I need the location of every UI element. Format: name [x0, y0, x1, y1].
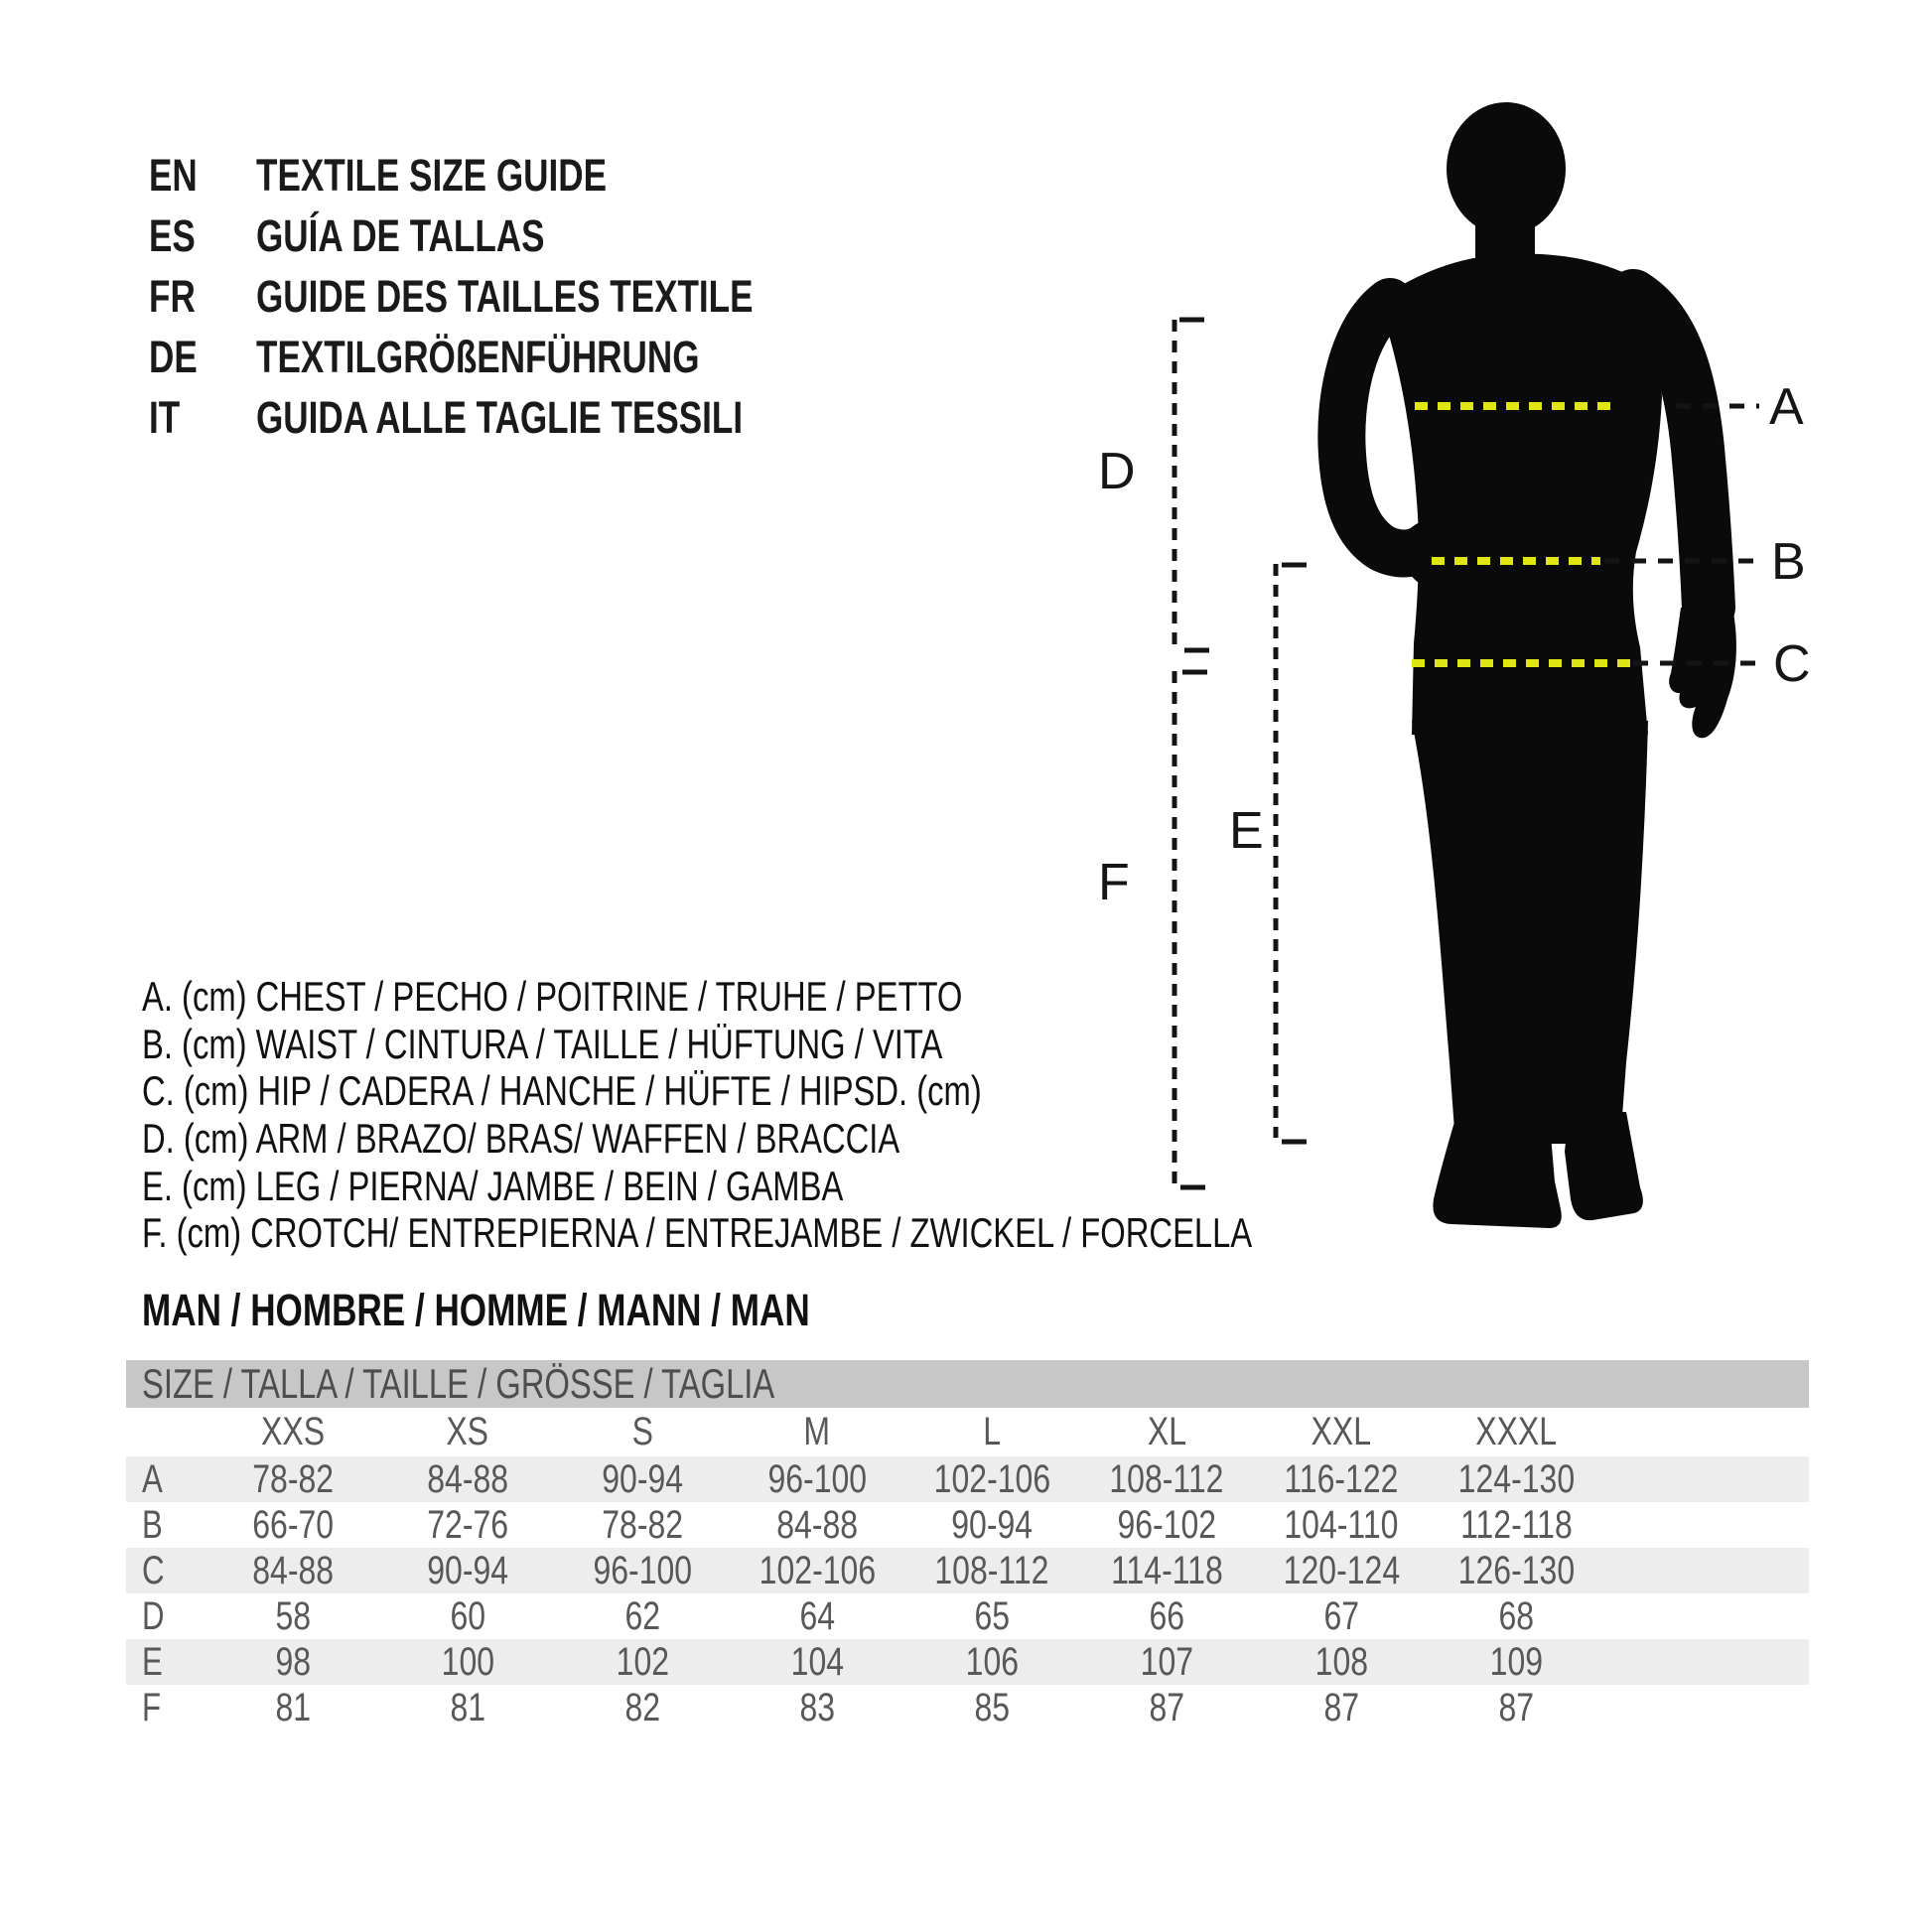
- size-value-text: 116-122: [1284, 1456, 1399, 1501]
- size-value-text: 108-112: [1109, 1456, 1224, 1501]
- table-row: [126, 1502, 1809, 1548]
- language-row: [149, 206, 894, 266]
- size-value-cell: [1429, 1686, 1603, 1730]
- size-value-cell: [904, 1686, 1079, 1730]
- size-column-header-text: XS: [446, 1410, 489, 1453]
- language-row: [149, 266, 894, 327]
- language-title: [256, 210, 625, 262]
- size-value-text: 66: [1149, 1593, 1184, 1638]
- row-measure-label: [126, 1686, 206, 1730]
- language-row: [149, 327, 894, 387]
- size-value-text: 96-100: [767, 1456, 867, 1501]
- size-column-header-text: XXL: [1311, 1410, 1372, 1453]
- language-title: [256, 332, 824, 383]
- size-value-text: 62: [624, 1593, 660, 1638]
- size-value-cell: [1429, 1594, 1603, 1639]
- gender-title: [142, 1285, 998, 1336]
- size-value-cell: [1254, 1503, 1429, 1548]
- language-code-text: ES: [149, 209, 196, 261]
- size-value-text: 78-82: [602, 1502, 683, 1547]
- size-value-cell: [555, 1503, 730, 1548]
- row-measure-label: [126, 1503, 206, 1548]
- size-column-header-text: M: [803, 1410, 831, 1453]
- silhouette-head: [1447, 102, 1566, 235]
- legend-line: [142, 1115, 1566, 1163]
- language-code: [149, 392, 256, 444]
- size-value-text: 65: [974, 1593, 1010, 1638]
- language-code: [149, 210, 256, 262]
- size-column-header: [1429, 1410, 1603, 1454]
- language-title-text: GUIDA ALLE TAGLIE TESSILI: [256, 391, 744, 443]
- size-column-header: [206, 1410, 380, 1454]
- size-value-text: 66-70: [252, 1502, 334, 1547]
- language-row: [149, 387, 894, 448]
- size-value-text: 78-82: [252, 1456, 334, 1501]
- size-value-cell: [904, 1640, 1079, 1685]
- size-column-header: [1254, 1410, 1429, 1454]
- size-value-text: 83: [799, 1685, 835, 1729]
- language-code-text: EN: [149, 149, 198, 201]
- size-value-text: 112-118: [1459, 1502, 1573, 1547]
- size-value-cell: [1254, 1457, 1429, 1502]
- size-value-cell: [730, 1457, 904, 1502]
- legend-line-text: A. (cm) CHEST / PECHO / POITRINE / TRUHE / PETTO: [142, 972, 963, 1020]
- size-value-text: 87: [1149, 1685, 1184, 1729]
- table-row: [126, 1685, 1809, 1730]
- size-value-cell: [555, 1686, 730, 1730]
- size-column-header: [730, 1410, 904, 1454]
- size-value-text: 87: [1498, 1685, 1534, 1729]
- size-value-text: 106: [965, 1639, 1019, 1684]
- legend-line: [142, 1021, 1566, 1068]
- marker-label-f: F: [1098, 854, 1130, 911]
- language-title-list: [149, 145, 894, 448]
- marker-label-b: B: [1771, 533, 1806, 591]
- size-value-text: 109: [1489, 1639, 1543, 1684]
- language-code: [149, 271, 256, 323]
- language-title-text: GUÍA DE TALLAS: [256, 209, 545, 261]
- size-value-text: 87: [1323, 1685, 1359, 1729]
- size-value-text: 98: [275, 1639, 311, 1684]
- measurement-legend: [142, 973, 1566, 1257]
- legend-line: [142, 1067, 1566, 1115]
- size-column-header: [1079, 1410, 1254, 1454]
- legend-line-text: F. (cm) CROTCH/ ENTREPIERNA / ENTREJAMBE / ZWICKEL / FORCELLA: [142, 1209, 1253, 1257]
- row-measure-label: [126, 1640, 206, 1685]
- size-column-header-text: L: [983, 1410, 1001, 1453]
- size-value-cell: [206, 1503, 380, 1548]
- size-value-cell: [1254, 1640, 1429, 1685]
- size-value-text: 104-110: [1284, 1502, 1399, 1547]
- size-value-cell: [555, 1640, 730, 1685]
- row-measure-label-text: B: [142, 1502, 163, 1547]
- size-value-cell: [555, 1549, 730, 1593]
- size-value-cell: [555, 1594, 730, 1639]
- size-value-cell: [555, 1457, 730, 1502]
- size-column-header-text: XXXL: [1475, 1410, 1557, 1453]
- row-measure-label: [126, 1457, 206, 1502]
- size-value-cell: [206, 1640, 380, 1685]
- language-title-text: GUIDE DES TAILLES TEXTILE: [256, 270, 754, 322]
- size-value-cell: [206, 1549, 380, 1593]
- size-value-cell: [904, 1503, 1079, 1548]
- size-value-cell: [206, 1457, 380, 1502]
- size-value-text: 81: [450, 1685, 485, 1729]
- table-size-header-row: [126, 1408, 1809, 1456]
- size-value-text: 90-94: [427, 1548, 508, 1592]
- size-value-text: 96-102: [1117, 1502, 1216, 1547]
- legend-line: [142, 1209, 1566, 1257]
- size-value-text: 108-112: [934, 1548, 1049, 1592]
- marker-label-e: E: [1229, 802, 1264, 860]
- legend-line: [142, 973, 1566, 1021]
- row-measure-label-text: D: [142, 1593, 165, 1638]
- size-column-header-text: XL: [1147, 1410, 1186, 1453]
- size-value-cell: [380, 1457, 555, 1502]
- row-measure-label: [126, 1549, 206, 1593]
- size-column-header: [555, 1410, 730, 1454]
- row-measure-label: [126, 1594, 206, 1639]
- size-value-cell: [730, 1503, 904, 1548]
- legend-line-text: B. (cm) WAIST / CINTURA / TAILLE / HÜFTUNG / VITA: [142, 1020, 943, 1067]
- size-table: [126, 1360, 1809, 1730]
- language-code-text: IT: [149, 391, 181, 443]
- size-value-cell: [730, 1594, 904, 1639]
- table-header-band-text: SIZE / TALLA / TAILLE / GRÖSSE / TAGLIA: [142, 1360, 775, 1407]
- size-value-text: 102: [616, 1639, 669, 1684]
- table-row: [126, 1456, 1809, 1502]
- language-title: [256, 271, 894, 323]
- table-row: [126, 1639, 1809, 1685]
- size-column-header-text: S: [631, 1410, 653, 1453]
- table-header-band: [126, 1360, 1809, 1408]
- size-value-text: 90-94: [951, 1502, 1033, 1547]
- size-value-cell: [1429, 1457, 1603, 1502]
- size-value-text: 126-130: [1457, 1548, 1575, 1592]
- size-value-cell: [1079, 1640, 1254, 1685]
- size-value-text: 67: [1323, 1593, 1359, 1638]
- silhouette-right-hand: [1669, 602, 1736, 738]
- table-row: [126, 1548, 1809, 1593]
- legend-line-text: E. (cm) LEG / PIERNA/ JAMBE / BEIN / GAMBA: [142, 1162, 844, 1209]
- language-row: [149, 145, 894, 206]
- language-code: [149, 150, 256, 202]
- size-value-cell: [380, 1549, 555, 1593]
- legend-line: [142, 1163, 1566, 1210]
- size-value-cell: [1079, 1457, 1254, 1502]
- size-value-text: 85: [974, 1685, 1010, 1729]
- language-code: [149, 332, 256, 383]
- size-value-text: 64: [799, 1593, 835, 1638]
- size-value-cell: [380, 1640, 555, 1685]
- size-value-text: 90-94: [602, 1456, 683, 1501]
- size-value-cell: [1079, 1594, 1254, 1639]
- size-value-cell: [1254, 1686, 1429, 1730]
- size-value-text: 84-88: [252, 1548, 334, 1592]
- size-value-cell: [1079, 1549, 1254, 1593]
- size-value-cell: [904, 1549, 1079, 1593]
- size-value-cell: [730, 1549, 904, 1593]
- row-measure-label-text: E: [142, 1639, 163, 1684]
- size-value-text: 60: [450, 1593, 485, 1638]
- language-title-text: TEXTILE SIZE GUIDE: [256, 149, 607, 201]
- size-value-text: 104: [790, 1639, 844, 1684]
- gender-title-text: MAN / HOMBRE / HOMME / MANN / MAN: [142, 1285, 810, 1335]
- size-value-cell: [1429, 1640, 1603, 1685]
- size-value-cell: [380, 1686, 555, 1730]
- size-value-cell: [206, 1594, 380, 1639]
- size-value-text: 108: [1314, 1639, 1368, 1684]
- language-code-text: DE: [149, 331, 198, 382]
- size-value-text: 82: [624, 1685, 660, 1729]
- language-title: [256, 392, 880, 444]
- size-value-text: 120-124: [1283, 1548, 1400, 1592]
- size-value-cell: [1079, 1503, 1254, 1548]
- size-column-header-text: XXS: [260, 1410, 326, 1453]
- size-value-text: 84-88: [776, 1502, 858, 1547]
- size-value-cell: [1254, 1549, 1429, 1593]
- size-value-text: 124-130: [1457, 1456, 1575, 1501]
- row-measure-label-text: F: [142, 1685, 162, 1729]
- size-value-text: 102-106: [759, 1548, 876, 1592]
- silhouette-right-foot: [1565, 1112, 1643, 1220]
- size-value-cell: [380, 1503, 555, 1548]
- size-value-text: 96-100: [593, 1548, 692, 1592]
- table-row: [126, 1593, 1809, 1639]
- size-value-cell: [730, 1686, 904, 1730]
- size-value-cell: [730, 1640, 904, 1685]
- size-value-cell: [1429, 1549, 1603, 1593]
- size-value-text: 58: [275, 1593, 311, 1638]
- size-value-text: 72-76: [427, 1502, 508, 1547]
- size-value-cell: [904, 1457, 1079, 1502]
- size-value-text: 81: [275, 1685, 311, 1729]
- size-value-cell: [206, 1686, 380, 1730]
- size-value-text: 100: [441, 1639, 494, 1684]
- size-value-cell: [1254, 1594, 1429, 1639]
- row-measure-label-text: A: [142, 1456, 163, 1501]
- size-value-text: 102-106: [933, 1456, 1050, 1501]
- size-value-text: 68: [1498, 1593, 1534, 1638]
- legend-line-text: C. (cm) HIP / CADERA / HANCHE / HÜFTE / HIPSD. (cm): [142, 1067, 982, 1115]
- size-value-cell: [380, 1594, 555, 1639]
- marker-label-c: C: [1773, 635, 1811, 693]
- size-value-cell: [1429, 1503, 1603, 1548]
- row-measure-label-text: C: [142, 1548, 165, 1592]
- size-value-text: 84-88: [427, 1456, 508, 1501]
- size-column-header: [380, 1410, 555, 1454]
- size-value-text: 107: [1140, 1639, 1193, 1684]
- size-value-cell: [1079, 1686, 1254, 1730]
- size-column-header: [904, 1410, 1079, 1454]
- language-title: [256, 150, 706, 202]
- size-value-text: 114-118: [1110, 1548, 1223, 1592]
- size-value-cell: [904, 1594, 1079, 1639]
- marker-label-d: D: [1098, 443, 1136, 500]
- language-code-text: FR: [149, 270, 196, 322]
- marker-label-a: A: [1769, 378, 1804, 436]
- language-title-text: TEXTILGRÖßENFÜHRUNG: [256, 331, 700, 382]
- legend-line-text: D. (cm) ARM / BRAZO/ BRAS/ WAFFEN / BRACCIA: [142, 1114, 900, 1162]
